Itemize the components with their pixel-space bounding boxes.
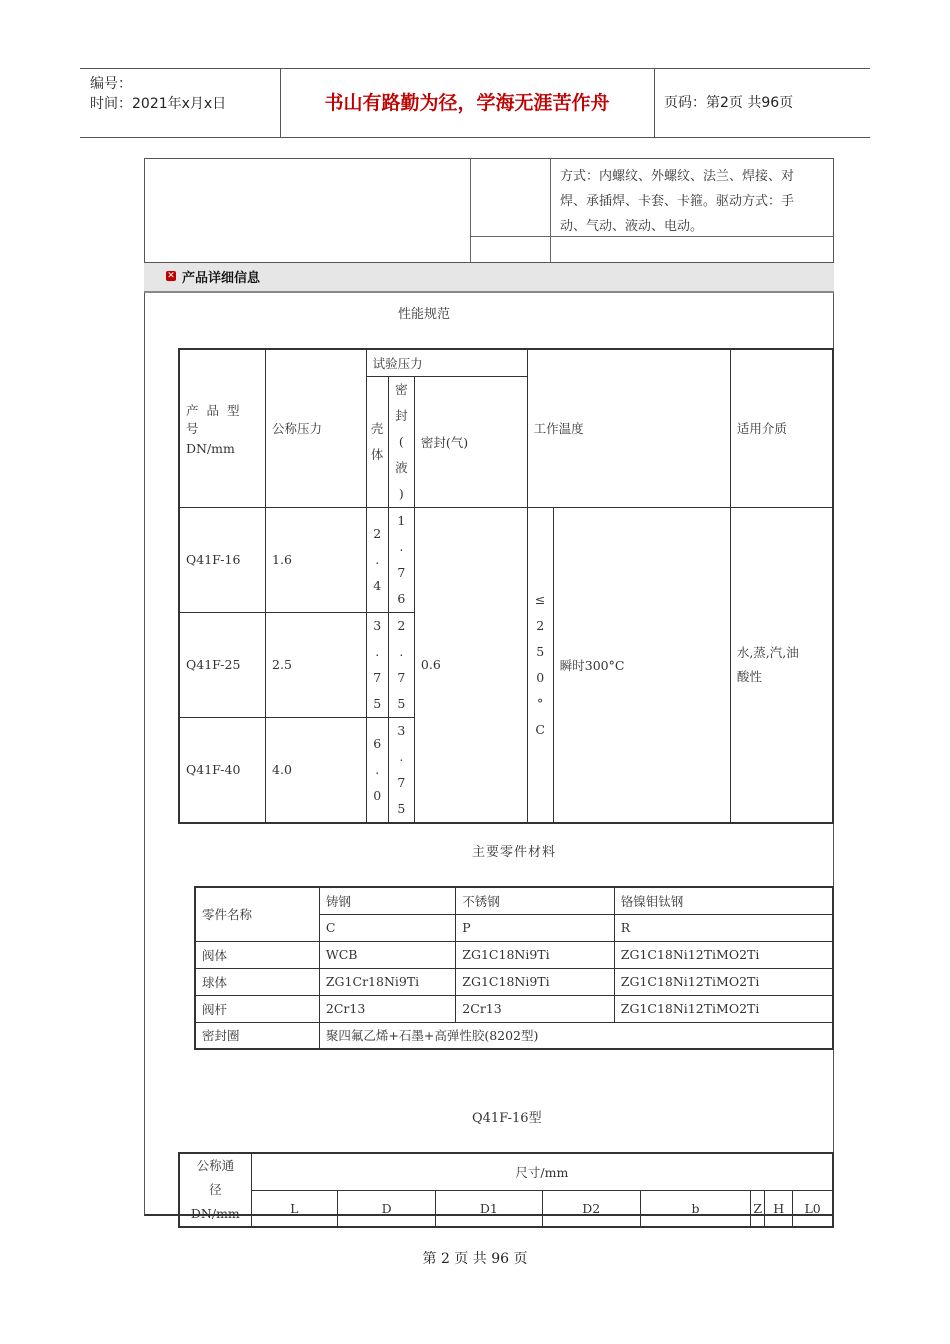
char: 封 bbox=[395, 407, 408, 423]
pressure-cell: 1.6 bbox=[266, 507, 367, 612]
char: 壳 bbox=[370, 420, 384, 436]
model-cell: Q41F-16 bbox=[179, 507, 266, 612]
char: 7 bbox=[397, 669, 406, 685]
drive-type-text bbox=[560, 164, 830, 239]
materials-table bbox=[194, 886, 834, 1050]
dim-col: H bbox=[765, 1190, 793, 1227]
value-cell: ZG1C18Ni12TiMO2Ti bbox=[614, 941, 833, 968]
section-bar bbox=[144, 262, 834, 293]
table-row bbox=[195, 968, 833, 995]
temp-instant-cell: 瞬时300°C bbox=[553, 507, 730, 823]
char: 6 bbox=[397, 590, 406, 606]
shell-cell bbox=[366, 612, 388, 717]
table-row bbox=[195, 1022, 833, 1049]
char: 3 bbox=[373, 617, 382, 633]
char: 2 bbox=[536, 617, 545, 633]
media-line: 酸性 bbox=[736, 668, 762, 684]
header-model-label: 产 品 型 号 bbox=[186, 402, 242, 436]
char: 5 bbox=[373, 695, 382, 711]
dim-col: D2 bbox=[542, 1190, 640, 1227]
char: 2 bbox=[373, 525, 382, 541]
section-title: 产品详细信息 bbox=[182, 271, 261, 286]
header-pressure: 公称压力 bbox=[266, 349, 367, 507]
part-cell: 阀杆 bbox=[195, 995, 319, 1022]
char: ( bbox=[398, 433, 404, 449]
header-material: 不锈钢 bbox=[456, 887, 614, 914]
dim-col: b bbox=[640, 1190, 750, 1227]
header-temp: 工作温度 bbox=[527, 349, 730, 507]
char: C bbox=[535, 721, 545, 737]
char: 7 bbox=[397, 774, 406, 790]
spec-title: 性能规范 bbox=[398, 307, 451, 322]
char: ≤ bbox=[534, 591, 546, 607]
part-cell: 密封圈 bbox=[195, 1022, 319, 1049]
shell-cell bbox=[366, 507, 388, 612]
shell-cell bbox=[366, 717, 388, 823]
char: 5 bbox=[397, 695, 406, 711]
spec-table bbox=[178, 348, 834, 824]
char: 7 bbox=[373, 669, 382, 685]
value-cell: ZG1C18Ni9Ti bbox=[456, 941, 614, 968]
char: 密 bbox=[395, 381, 408, 397]
materials-title: 主要零件材料 bbox=[472, 845, 557, 860]
pressure-cell: 2.5 bbox=[266, 612, 367, 717]
value-cell: ZG1C18Ni12TiMO2Ti bbox=[614, 968, 833, 995]
header-material: 铸钢 bbox=[319, 887, 455, 914]
value-cell: ZG1Cr18Ni9Ti bbox=[319, 968, 455, 995]
temp-cell bbox=[527, 507, 553, 823]
char: 7 bbox=[397, 564, 406, 580]
header-dn-line: 径DN/mm bbox=[190, 1182, 240, 1221]
model-cell: Q41F-40 bbox=[179, 717, 266, 823]
char: 2 bbox=[397, 617, 406, 633]
dim-col: L0 bbox=[793, 1190, 833, 1227]
pressure-cell: 4.0 bbox=[266, 717, 367, 823]
char: 5 bbox=[397, 800, 406, 816]
dims-title: Q41F-16型 bbox=[472, 1111, 542, 1126]
material-code: C bbox=[319, 914, 455, 941]
char: 0 bbox=[373, 787, 382, 803]
page-footer: 第 2 页 共 96 页 bbox=[422, 1251, 528, 1267]
seal-value-cell: 聚四氟乙烯+石墨+高弹性胶(8202型) bbox=[319, 1022, 833, 1049]
char: 体 bbox=[370, 446, 384, 462]
dim-col: L bbox=[251, 1190, 337, 1227]
header-seal-gas: 密封(气) bbox=[414, 376, 527, 507]
header-test-pressure: 试验压力 bbox=[366, 349, 527, 376]
material-code: R bbox=[614, 914, 833, 941]
value-cell: ZG1C18Ni9Ti bbox=[456, 968, 614, 995]
part-cell: 阀体 bbox=[195, 941, 319, 968]
char: . bbox=[375, 761, 380, 777]
text-line: 动、气动、液动、电动。 bbox=[560, 219, 704, 234]
char: . bbox=[399, 748, 404, 764]
page-header bbox=[80, 68, 870, 138]
value-cell: ZG1C18Ni12TiMO2Ti bbox=[614, 995, 833, 1022]
header-dn-line: 公称通 bbox=[196, 1158, 235, 1173]
header-model bbox=[179, 349, 266, 507]
char: 5 bbox=[536, 643, 545, 659]
dim-col: D bbox=[337, 1190, 435, 1227]
model-cell: Q41F-25 bbox=[179, 612, 266, 717]
char: . bbox=[399, 538, 404, 554]
header-size: 尺寸/mm bbox=[251, 1153, 833, 1190]
header-page-label: 页码：第2页 共96页 bbox=[664, 95, 794, 111]
media-cell bbox=[730, 507, 833, 823]
char: 3 bbox=[397, 722, 406, 738]
char: . bbox=[399, 643, 404, 659]
header-material: 铬镍钼钛钢 bbox=[614, 887, 833, 914]
divider bbox=[550, 158, 551, 262]
time-label: 时间：2021年x月x日 bbox=[90, 96, 227, 112]
value-cell: 2Cr13 bbox=[319, 995, 455, 1022]
header-media: 适用介质 bbox=[730, 349, 833, 507]
value-cell: 2Cr13 bbox=[456, 995, 614, 1022]
char: 1 bbox=[397, 512, 406, 528]
value-cell: WCB bbox=[319, 941, 455, 968]
table-row bbox=[179, 507, 833, 612]
dim-col: Z bbox=[751, 1190, 765, 1227]
char: 0 bbox=[536, 669, 545, 685]
seal-liquid-cell bbox=[388, 717, 414, 823]
seal-liquid-cell bbox=[388, 507, 414, 612]
header-divider bbox=[654, 69, 655, 137]
divider bbox=[470, 158, 471, 262]
table-row bbox=[195, 995, 833, 1022]
header-model-unit: DN/mm bbox=[186, 440, 235, 456]
material-code: P bbox=[456, 914, 614, 941]
text-line: 焊、承插焊、卡套、卡箍。驱动方式：手 bbox=[560, 194, 795, 209]
number-label: 编号： bbox=[90, 76, 132, 92]
header-part: 零件名称 bbox=[195, 887, 319, 941]
char: 液 bbox=[395, 459, 408, 475]
seal-gas-cell: 0.6 bbox=[414, 507, 527, 823]
header-motto: 书山有路勤为径，学海无涯苦作舟 bbox=[324, 92, 610, 114]
char: ° bbox=[537, 695, 544, 711]
header-dn bbox=[179, 1153, 251, 1227]
media-line: 水,蒸,汽,油 bbox=[736, 644, 799, 660]
table-row bbox=[195, 941, 833, 968]
header-meta bbox=[80, 69, 280, 137]
char: 6 bbox=[373, 735, 382, 751]
char: . bbox=[375, 643, 380, 659]
part-cell: 球体 bbox=[195, 968, 319, 995]
char: . bbox=[375, 551, 380, 567]
header-shell bbox=[366, 376, 388, 507]
dim-col: D1 bbox=[436, 1190, 542, 1227]
close-box-icon: ✕ bbox=[167, 271, 175, 281]
dims-table bbox=[178, 1152, 834, 1228]
header-seal-liquid bbox=[388, 376, 414, 507]
char: 4 bbox=[373, 577, 382, 593]
char: ) bbox=[398, 485, 404, 501]
text-line: 方式：内螺纹、外螺纹、法兰、焊接、对 bbox=[560, 169, 795, 184]
seal-liquid-cell bbox=[388, 612, 414, 717]
